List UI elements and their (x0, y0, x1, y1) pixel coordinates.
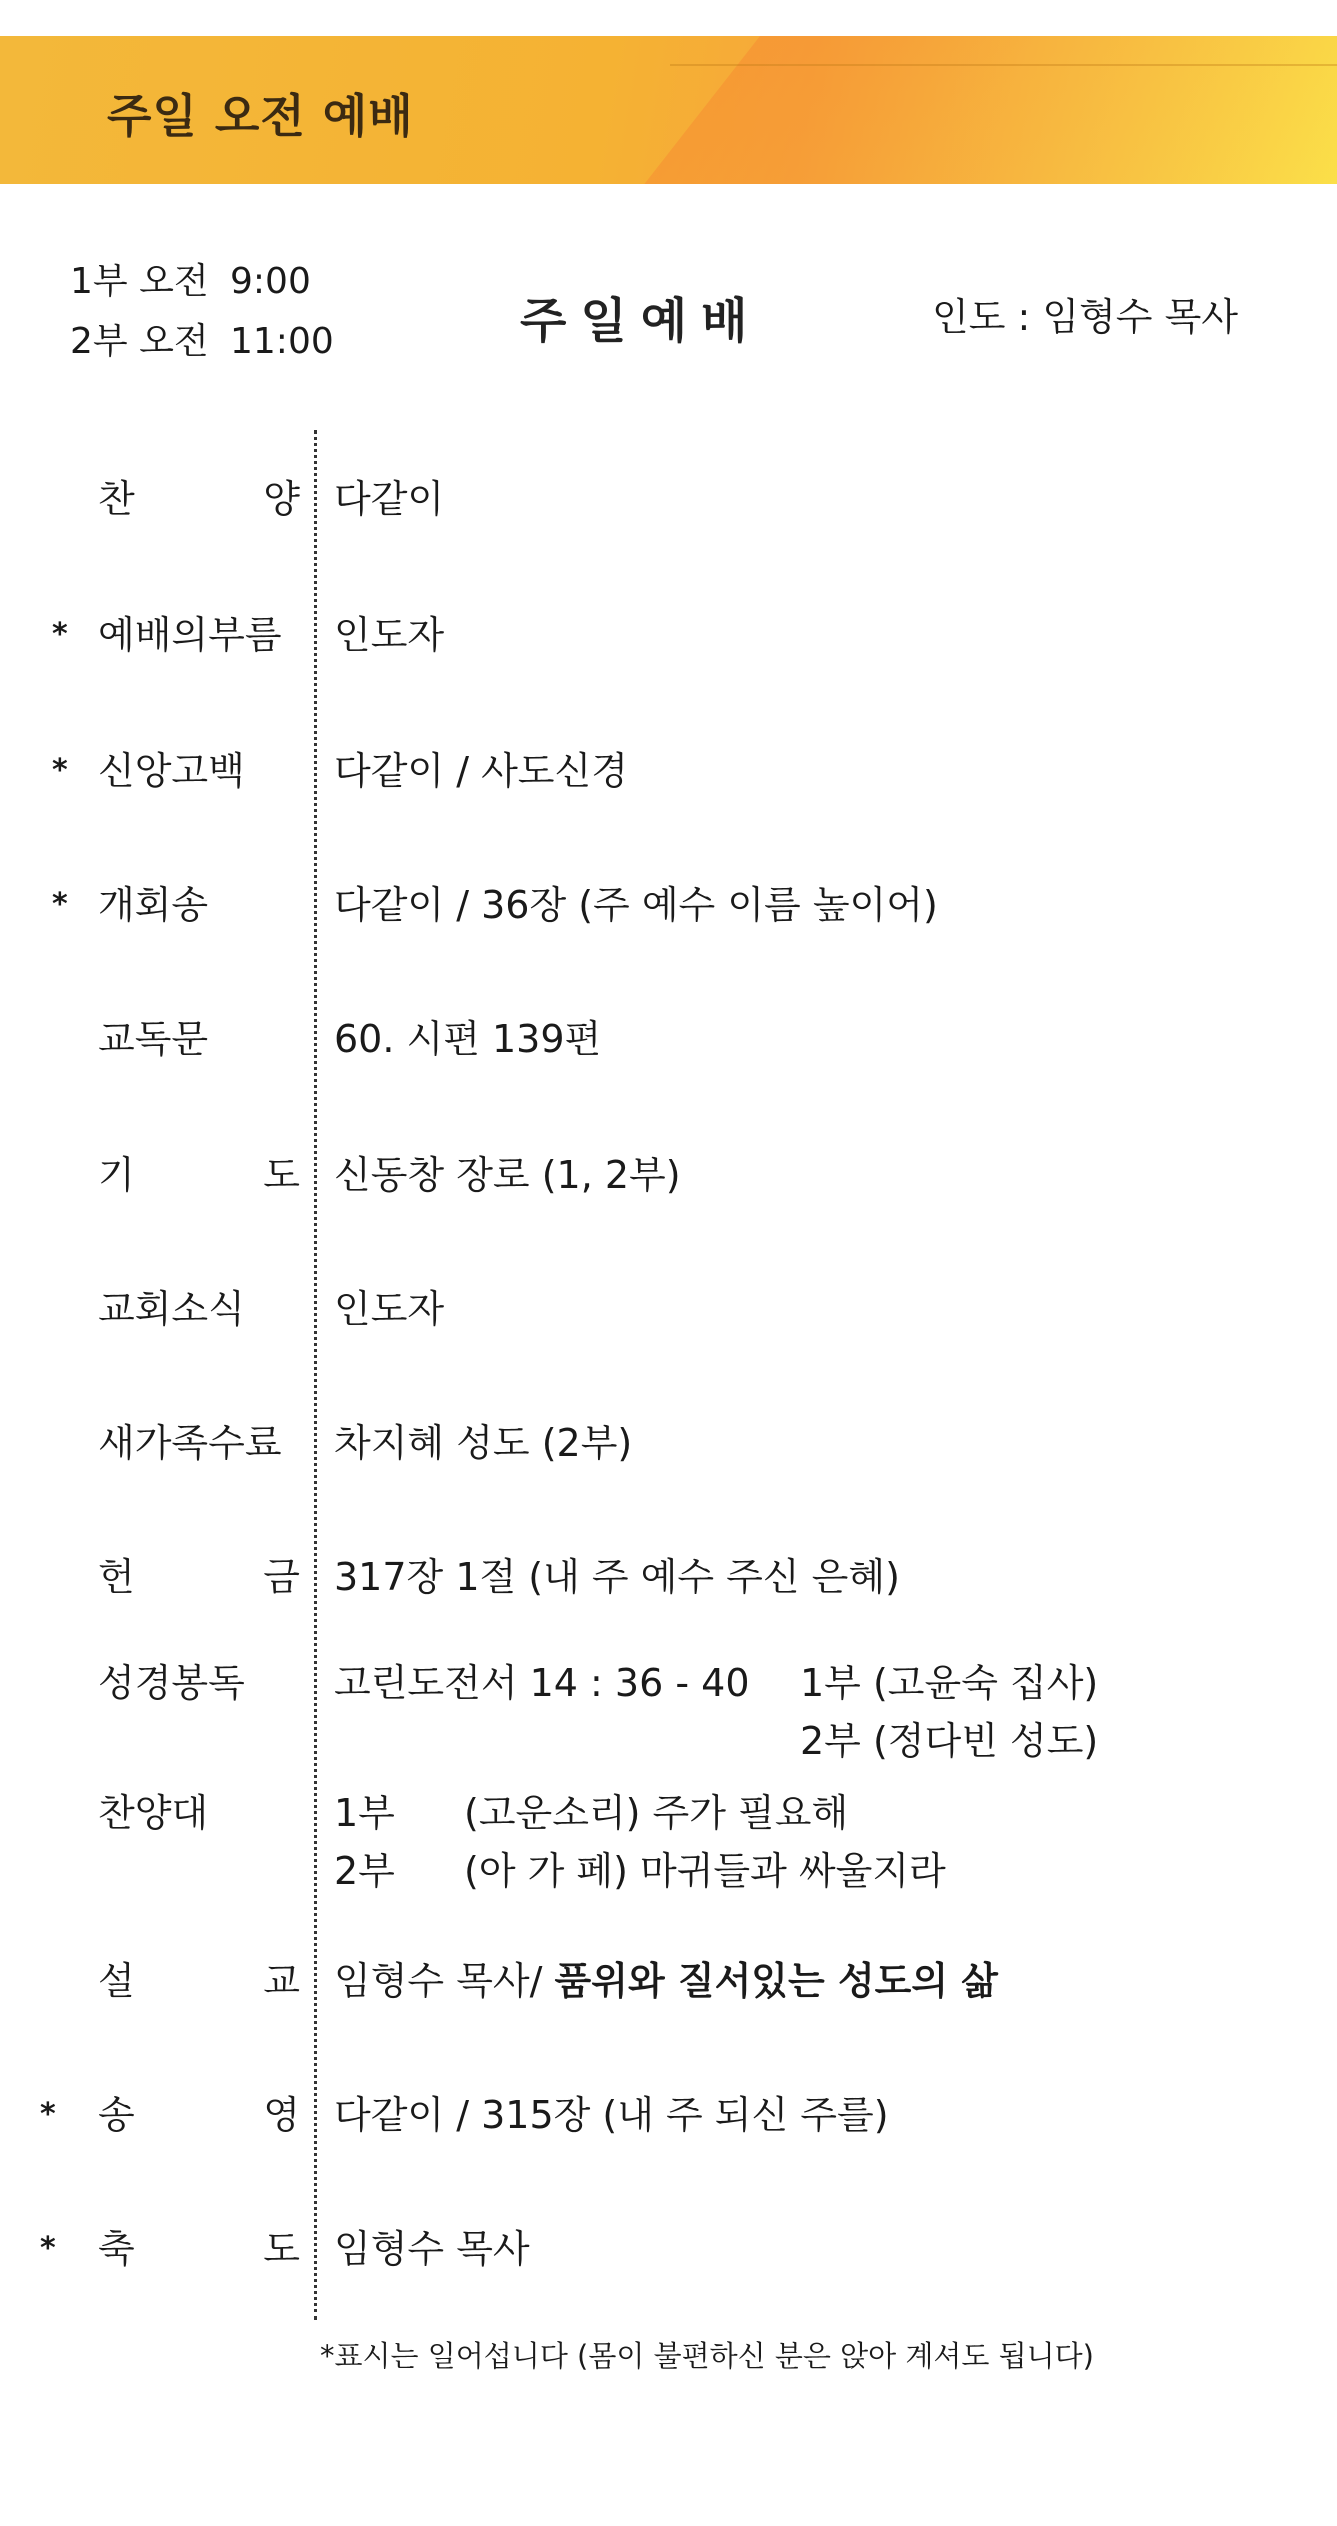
order-item-label: 헌 금 (98, 1555, 300, 1599)
choir-song: (아 가 페) 마귀들과 싸울지라 (464, 1849, 946, 1893)
order-item-label: 송 영 (98, 2093, 300, 2137)
header-banner (0, 36, 1337, 184)
choir-part: 2부 (334, 1849, 395, 1893)
order-item-label: 예배의부름 (98, 613, 282, 657)
choir-part: 1부 (334, 1791, 395, 1835)
dotted-divider (314, 430, 317, 2320)
order-item-value: 차지혜 성도 (2부) (334, 1421, 633, 1465)
order-item-value: 신동창 장로 (1, 2부) (334, 1153, 681, 1197)
order-item-label: 신앙고백 (98, 749, 245, 793)
order-item-value: 다같이 / 315장 (내 주 되신 주를) (334, 2093, 889, 2137)
order-item-value: 다같이 (334, 477, 445, 521)
banner-decoration-line (670, 64, 1337, 66)
choir-line-2 (334, 1842, 946, 1900)
scripture-reader-2: 2부 (정다빈 성도) (800, 1719, 1099, 1763)
service-leader: 인도 : 임형수 목사 (932, 295, 1238, 339)
standing-mark: * (40, 2231, 56, 2266)
order-item-label: 성경봉독 (98, 1661, 245, 1705)
order-item-value: 다같이 / 36장 (주 예수 이름 높이어) (334, 883, 938, 927)
order-item-value: 인도자 (334, 613, 445, 657)
service-time-label: 1부 오전 (70, 261, 209, 302)
order-item-value: 인도자 (334, 1287, 445, 1331)
footnote: *표시는 일어섭니다 (몸이 불편하신 분은 앉아 계셔도 됩니다) (320, 2339, 1094, 2373)
service-times (70, 252, 334, 372)
standing-mark: * (52, 753, 68, 788)
order-item-value (334, 1654, 1098, 1712)
service-title: 주일예배 (520, 293, 762, 349)
service-time-value: 11:00 (230, 321, 334, 362)
order-item-label: 설 교 (98, 1959, 300, 2003)
order-item-label: 개회송 (98, 883, 209, 927)
service-time-2 (70, 312, 334, 372)
standing-mark: * (52, 617, 68, 652)
choir-line-1 (334, 1784, 848, 1842)
order-item-label: 축 도 (98, 2227, 300, 2271)
order-item-value: 임형수 목사 (334, 2227, 530, 2271)
order-item-label: 교회소식 (98, 1287, 245, 1331)
banner-decoration (644, 36, 1337, 184)
scripture-reader-1: 1부 (고윤숙 집사) (800, 1661, 1099, 1705)
service-time-label: 2부 오전 (70, 321, 209, 362)
order-item-value: 다같이 / 사도신경 (334, 749, 628, 793)
order-item-value (334, 1952, 998, 2010)
sermon-title: 품위와 질서있는 성도의 삶 (554, 1959, 999, 2003)
page-title: 주일 오전 예배 (107, 89, 414, 143)
order-item-value: 60. 시편 139편 (334, 1017, 602, 1061)
order-item-label: 교독문 (98, 1017, 209, 1061)
standing-mark: * (52, 887, 68, 922)
service-time-value: 9:00 (230, 261, 311, 302)
standing-mark: * (40, 2097, 56, 2132)
order-item-label: 새가족수료 (98, 1421, 282, 1465)
order-item-label: 찬 양 (98, 477, 300, 521)
order-item-label: 기 도 (98, 1153, 300, 1197)
service-time-1 (70, 252, 334, 312)
order-item-value: 317장 1절 (내 주 예수 주신 은혜) (334, 1555, 900, 1599)
order-item-label: 찬양대 (98, 1791, 209, 1835)
choir-song: (고운소리) 주가 필요해 (464, 1791, 849, 1835)
scripture-reference: 고린도전서 14 : 36 - 40 (334, 1661, 750, 1705)
preacher: 임형수 목사/ (334, 1959, 543, 2003)
